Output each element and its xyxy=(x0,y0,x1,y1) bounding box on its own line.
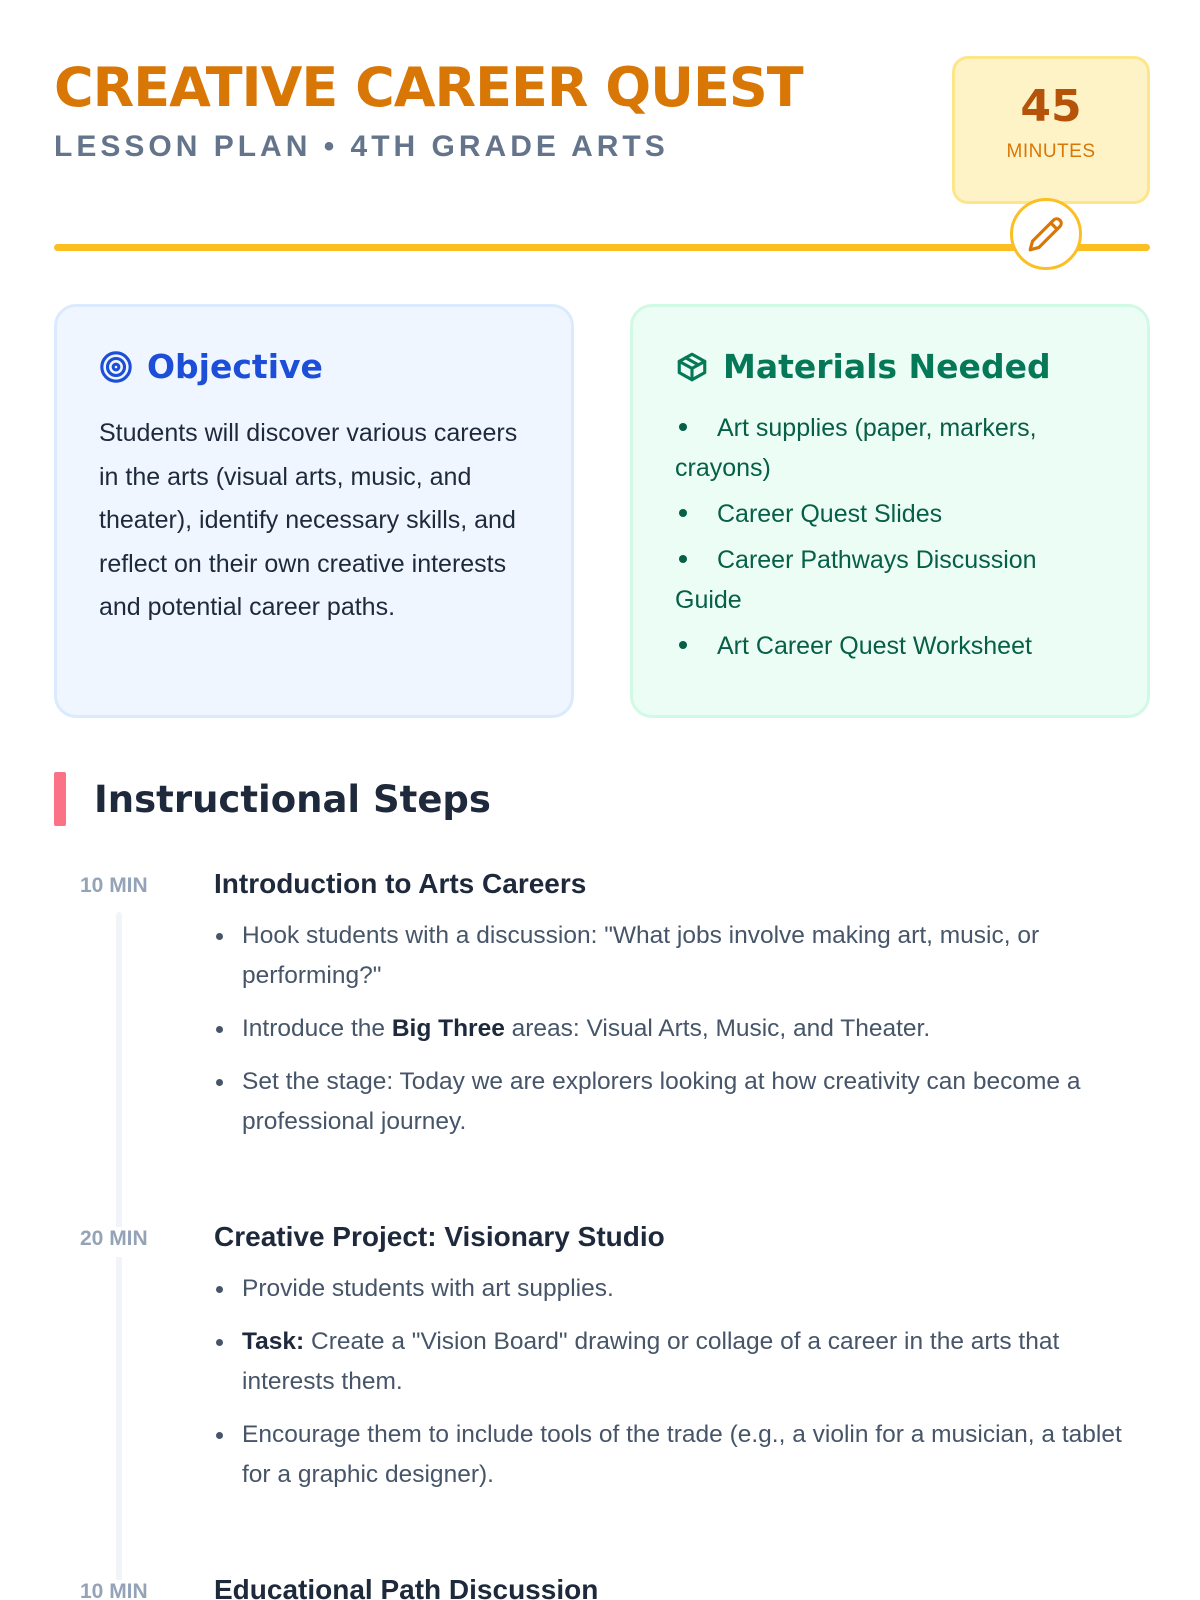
bullet-icon xyxy=(679,423,687,431)
objective-card xyxy=(54,304,574,718)
step-bullet: Encourage them to include tools of the trade (e.g., a violin for a musician, a tablet for a graphic designer). xyxy=(214,1415,1150,1495)
objective-text: Students will discover various careers in the arts (visual arts, music, and theater), identify necessary skills, and reflect on their own creative interests and potential career paths. xyxy=(99,419,518,621)
step-duration: 10 MIN xyxy=(80,874,148,904)
materials-item: Career Pathways Discussion Guide xyxy=(675,546,1037,614)
materials-item: Art Career Quest Worksheet xyxy=(675,626,1105,666)
lesson-header xyxy=(54,56,1150,276)
duration-unit: MINUTES xyxy=(1006,141,1096,162)
materials-item: Career Quest Slides xyxy=(675,494,1105,534)
step-item xyxy=(80,1572,1150,1600)
steps-section-heading xyxy=(54,772,491,826)
step-bullet: Task: Create a "Vision Board" drawing or collage of a career in the arts that interests them. xyxy=(214,1322,1150,1402)
materials-card xyxy=(630,304,1150,718)
steps-section-title: Instructional Steps xyxy=(94,777,491,821)
edit-button[interactable] xyxy=(1010,198,1082,270)
materials-heading xyxy=(675,347,1105,386)
page-subtitle: LESSON PLAN • 4TH GRADE ARTS xyxy=(54,130,669,163)
bullet-icon xyxy=(679,641,687,649)
step-bullet: Hook students with a discussion: "What jobs involve making art, music, or performing?" xyxy=(214,916,1150,996)
objective-title: Objective xyxy=(147,347,323,386)
header-divider xyxy=(54,244,1150,251)
bullet-icon xyxy=(679,509,687,517)
step-title: Creative Project: Visionary Studio xyxy=(214,1221,665,1252)
step-title: Introduction to Arts Careers xyxy=(214,868,587,899)
step-item xyxy=(80,866,1150,1155)
box-icon xyxy=(675,350,709,384)
step-item xyxy=(80,1219,1150,1508)
section-accent-bar xyxy=(54,772,66,826)
step-bullet: Set the stage: Today we are explorers looking at how creativity can become a professional journey. xyxy=(214,1062,1150,1142)
step-duration: 10 MIN xyxy=(80,1580,148,1600)
target-icon xyxy=(99,350,133,384)
objective-heading xyxy=(99,347,529,386)
step-bullets xyxy=(214,916,1150,1142)
step-bullet: Introduce the Big Three areas: Visual Arts, Music, and Theater. xyxy=(214,1009,1150,1049)
page-title: CREATIVE CAREER QUEST xyxy=(54,56,803,119)
step-bullet: Provide students with art supplies. xyxy=(214,1269,1150,1309)
bullet-icon xyxy=(679,555,687,563)
step-title: Educational Path Discussion xyxy=(214,1574,599,1600)
duration-value: 45 xyxy=(1020,81,1082,132)
materials-title: Materials Needed xyxy=(723,347,1051,386)
materials-list xyxy=(675,408,1105,666)
step-duration: 20 MIN xyxy=(80,1227,148,1257)
step-bullets xyxy=(214,1269,1150,1495)
materials-item: Art supplies (paper, markers, crayons) xyxy=(675,414,1037,482)
pencil-icon xyxy=(1027,215,1065,253)
duration-badge xyxy=(952,56,1150,204)
